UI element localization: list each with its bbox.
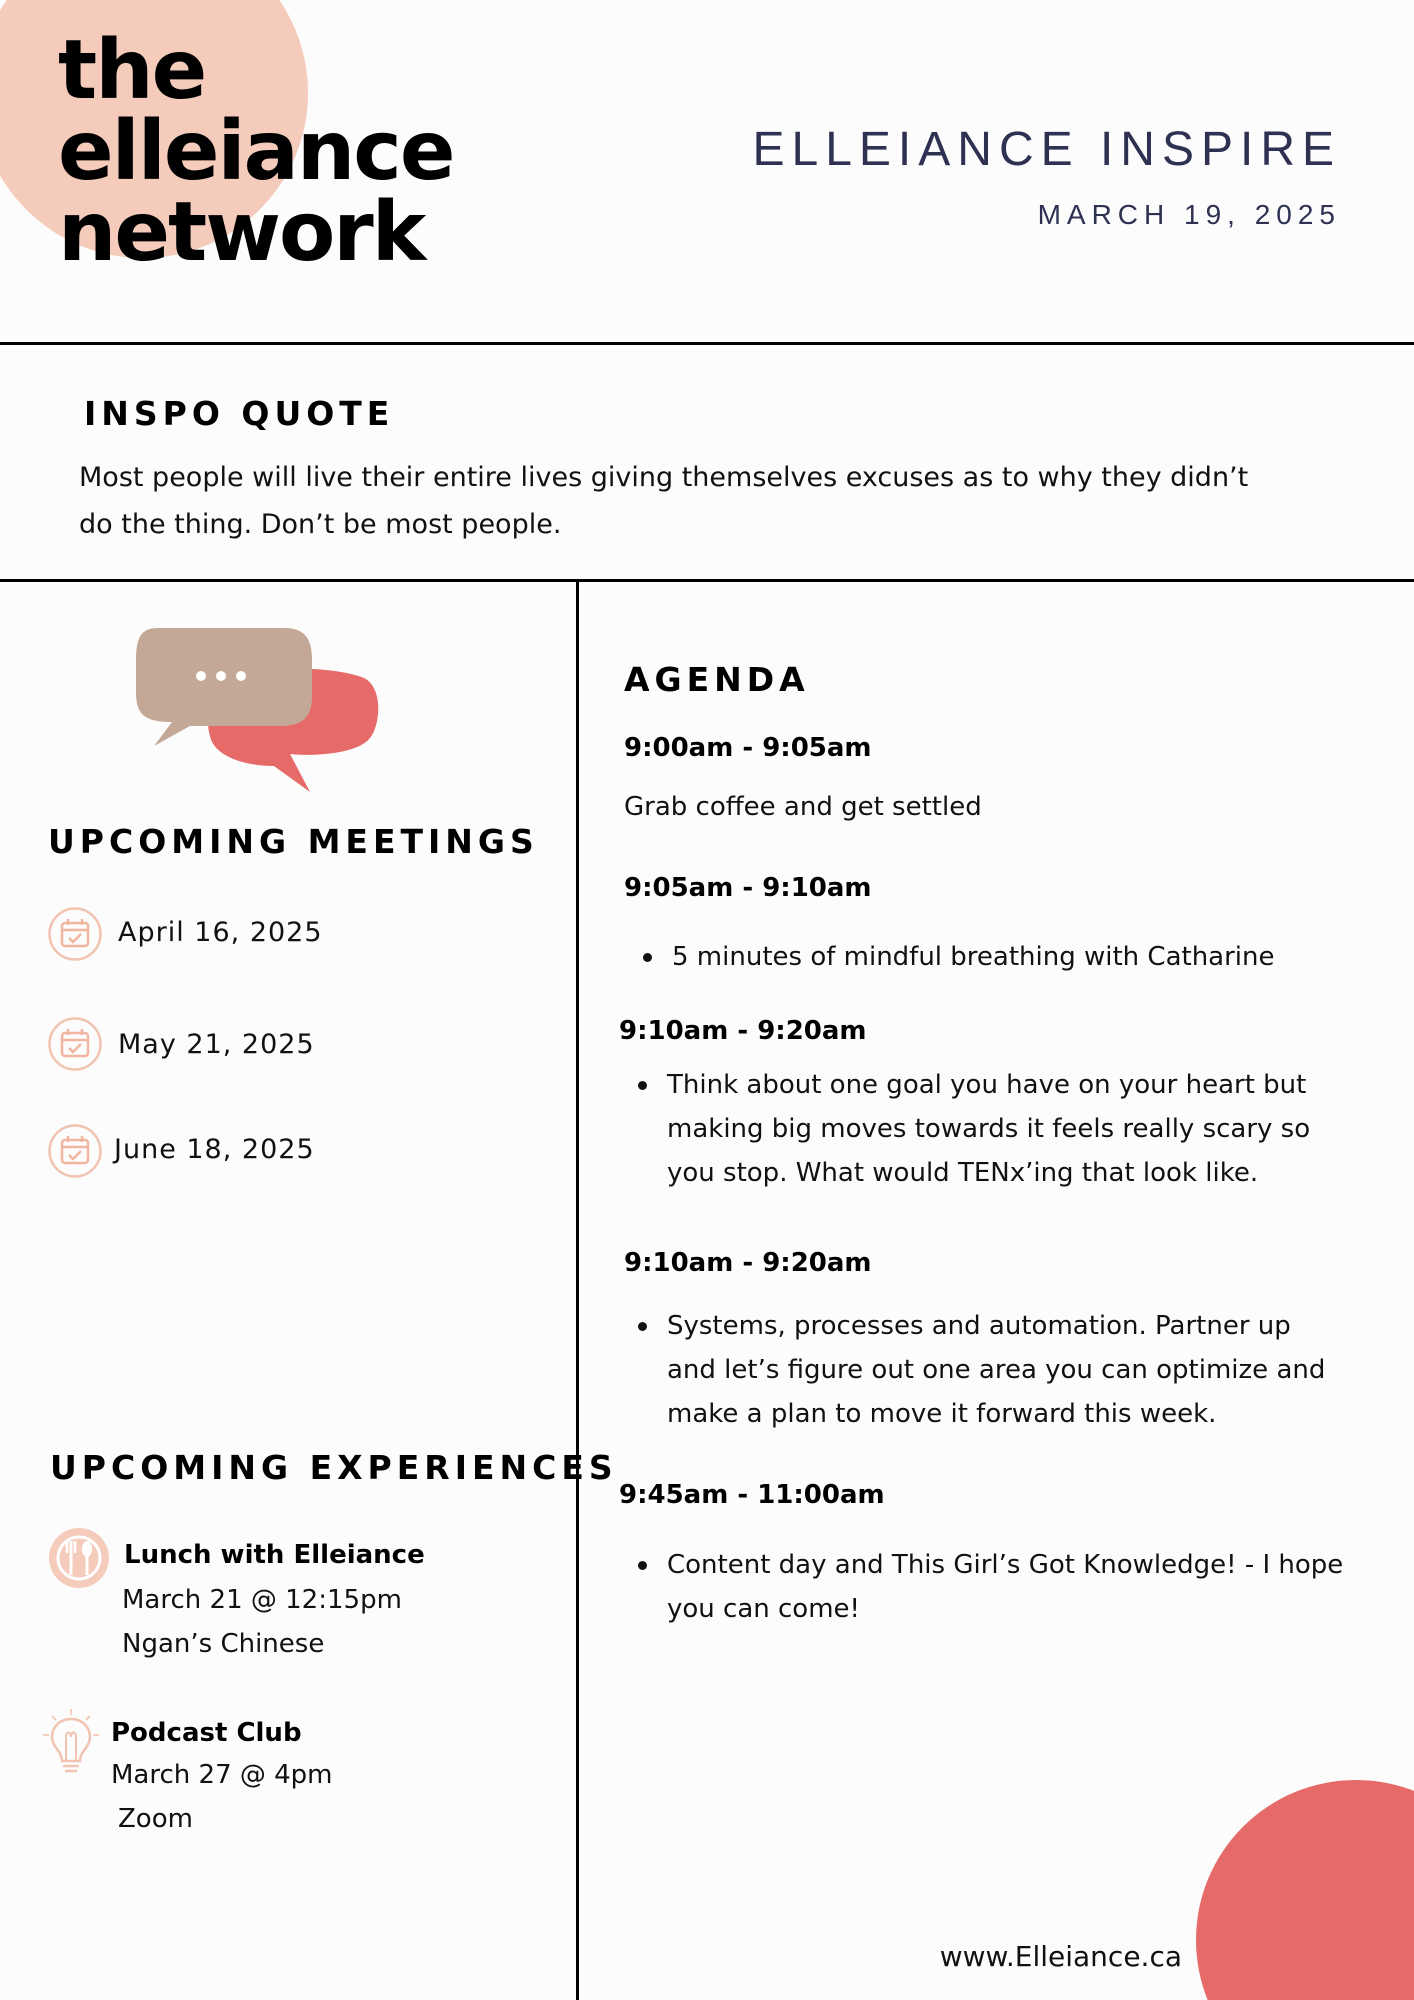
bullet-point bbox=[638, 1322, 647, 1331]
bullet-point bbox=[643, 953, 652, 962]
meeting-date: May 21, 2025 bbox=[118, 1029, 315, 1060]
bullet-point bbox=[638, 1561, 647, 1570]
meeting-date: April 16, 2025 bbox=[118, 917, 323, 948]
agenda-time: 9:10am - 9:20am bbox=[624, 1248, 872, 1278]
agenda-time: 9:00am - 9:05am bbox=[624, 733, 872, 763]
logo-line-1: the bbox=[58, 23, 206, 118]
experiences-heading: UPCOMING EXPERIENCES bbox=[50, 1448, 618, 1487]
agenda-text: 5 minutes of mindful breathing with Catharine bbox=[672, 942, 1275, 972]
dining-icon bbox=[48, 1527, 110, 1589]
brand-logo bbox=[58, 23, 454, 280]
divider-top bbox=[0, 342, 1414, 345]
agenda-time: 9:45am - 11:00am bbox=[619, 1480, 885, 1510]
bullet-point bbox=[638, 1081, 647, 1090]
agenda-heading: AGENDA bbox=[624, 660, 810, 699]
divider-middle bbox=[0, 579, 1414, 582]
quote-heading: INSPO QUOTE bbox=[84, 394, 395, 433]
agenda-text: Systems, processes and automation. Partner up and let’s figure out one area you can optimize and make a plan to move it forward this week. bbox=[667, 1311, 1326, 1429]
experience-title: Podcast Club bbox=[111, 1718, 302, 1748]
agenda-time: 9:05am - 9:10am bbox=[624, 873, 872, 903]
lightbulb-icon bbox=[40, 1707, 102, 1779]
agenda-time: 9:10am - 9:20am bbox=[619, 1016, 867, 1046]
event-title: ELLEIANCE INSPIRE bbox=[752, 123, 1341, 176]
logo-line-2: elleiance bbox=[58, 104, 454, 199]
experience-where: Zoom bbox=[118, 1804, 193, 1834]
decorative-circle-bottom bbox=[1196, 1780, 1414, 2000]
meeting-date: June 18, 2025 bbox=[114, 1134, 315, 1165]
calendar-icon bbox=[48, 1124, 102, 1178]
logo-line-3: network bbox=[58, 185, 425, 280]
calendar-icon bbox=[48, 907, 102, 961]
calendar-icon bbox=[48, 1017, 102, 1071]
experience-title: Lunch with Elleiance bbox=[124, 1540, 425, 1570]
experience-when: March 21 @ 12:15pm bbox=[122, 1585, 402, 1615]
website-link[interactable]: www.Elleiance.ca bbox=[939, 1940, 1182, 1973]
meetings-heading: UPCOMING MEETINGS bbox=[48, 822, 539, 861]
divider-vertical bbox=[576, 580, 579, 2000]
inspo-quote: Most people will live their entire lives giving themselves excuses as to why they didn’t do the thing. Don’t be most people. bbox=[79, 462, 1249, 540]
experience-where: Ngan’s Chinese bbox=[122, 1629, 325, 1659]
agenda-text: Content day and This Girl’s Got Knowledge! - I hope you can come! bbox=[667, 1550, 1344, 1624]
event-date: MARCH 19, 2025 bbox=[1037, 199, 1341, 230]
experience-when: March 27 @ 4pm bbox=[111, 1760, 333, 1790]
chat-bubbles-icon bbox=[134, 626, 380, 796]
agenda-text: Think about one goal you have on your heart but making big moves towards it feels really scary so you stop. What would TENx’ing that look like. bbox=[667, 1070, 1311, 1188]
agenda-text: Grab coffee and get settled bbox=[624, 792, 982, 822]
